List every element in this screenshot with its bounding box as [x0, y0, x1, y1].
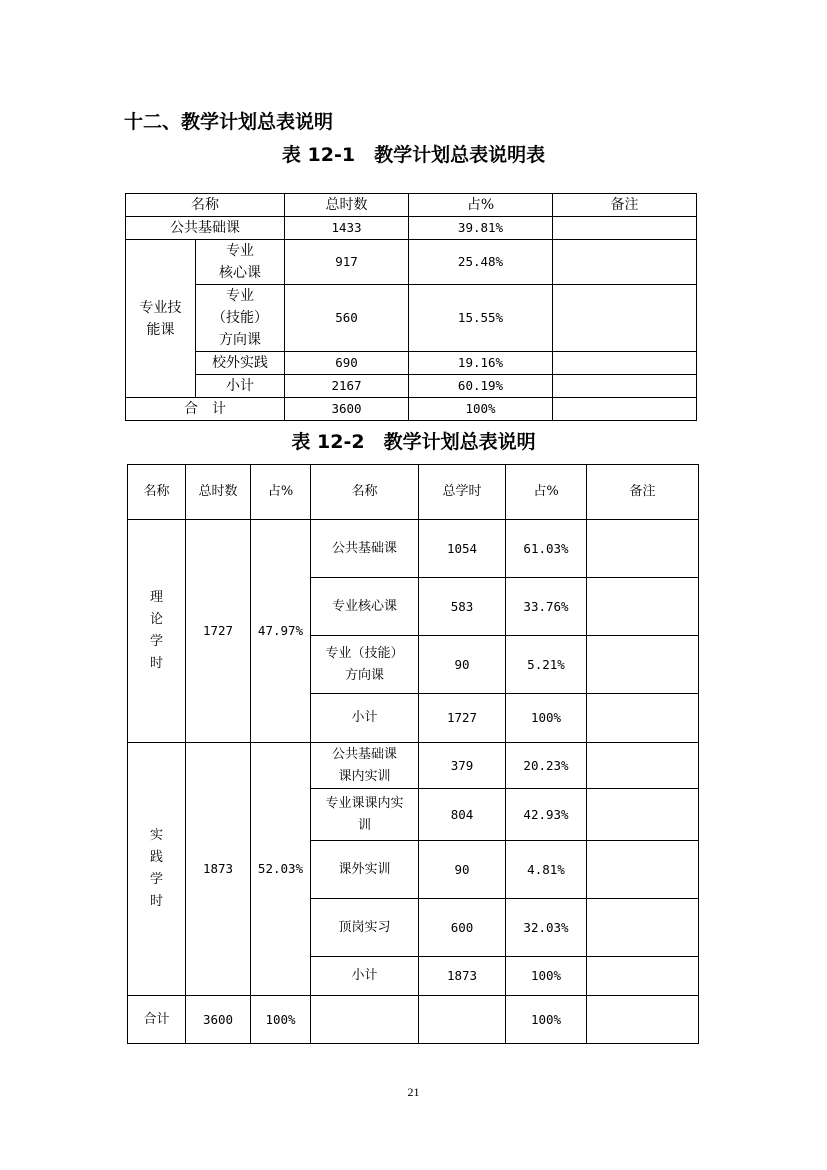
row-remark	[587, 520, 699, 578]
row-name: 专业 （技能） 方向课	[196, 285, 285, 352]
row-hours: 2167	[285, 375, 409, 398]
table-row	[126, 240, 697, 285]
header-name: 名称	[128, 465, 186, 520]
row-name: 小计	[311, 694, 419, 743]
header-remark: 备注	[553, 194, 697, 217]
table-row	[126, 285, 697, 352]
row-remark	[553, 285, 697, 352]
row-percent: 60.19%	[409, 375, 553, 398]
total-row	[126, 398, 697, 421]
row-name: 课外实训	[311, 841, 419, 899]
row-remark	[553, 240, 697, 285]
total-label: 合 计	[126, 398, 285, 421]
practice-hours: 1873	[186, 743, 251, 996]
row-hours: 583	[419, 578, 506, 636]
row-percent: 4.81%	[506, 841, 587, 899]
theory-label: 理 论 学 时	[128, 520, 186, 743]
row-remark	[587, 957, 699, 996]
theory-percent: 47.97%	[251, 520, 311, 743]
header-sub-percent: 占%	[506, 465, 587, 520]
row-hours: 1054	[419, 520, 506, 578]
table-row	[128, 520, 699, 578]
row-hours: 1727	[419, 694, 506, 743]
table-header-row	[126, 194, 697, 217]
table-row	[126, 352, 697, 375]
table-row	[126, 217, 697, 240]
practice-percent: 52.03%	[251, 743, 311, 996]
practice-label: 实 践 学 时	[128, 743, 186, 996]
header-remark: 备注	[587, 465, 699, 520]
group-label: 专业技 能课	[126, 240, 196, 398]
row-percent: 33.76%	[506, 578, 587, 636]
row-hours: 379	[419, 743, 506, 789]
row-hours: 690	[285, 352, 409, 375]
total-hours: 3600	[186, 996, 251, 1044]
header-total-credit-hours: 总学时	[419, 465, 506, 520]
total-remark	[553, 398, 697, 421]
row-hours: 600	[419, 899, 506, 957]
row-name: 公共基础课 课内实训	[311, 743, 419, 789]
row-name: 公共基础课	[311, 520, 419, 578]
row-percent: 15.55%	[409, 285, 553, 352]
row-name: 小计	[311, 957, 419, 996]
row-name: 小计	[196, 375, 285, 398]
total-sub-hours	[419, 996, 506, 1044]
table1-caption: 表 12-1 教学计划总表说明表	[281, 144, 546, 166]
header-total-hours: 总时数	[285, 194, 409, 217]
row-remark	[587, 743, 699, 789]
total-row	[128, 996, 699, 1044]
total-label: 合计	[128, 996, 186, 1044]
row-name: 校外实践	[196, 352, 285, 375]
row-hours: 917	[285, 240, 409, 285]
header-percent: 占%	[409, 194, 553, 217]
table2-caption: 表 12-2 教学计划总表说明	[291, 431, 536, 453]
row-name: 专业 核心课	[196, 240, 285, 285]
teaching-plan-summary-table	[125, 193, 697, 421]
row-hours: 804	[419, 789, 506, 841]
header-sub-name: 名称	[311, 465, 419, 520]
row-percent: 100%	[506, 694, 587, 743]
row-hours: 90	[419, 841, 506, 899]
header-total-hours: 总时数	[186, 465, 251, 520]
table-row	[128, 743, 699, 789]
row-percent: 5.21%	[506, 636, 587, 694]
table-header-row	[128, 465, 699, 520]
header-percent: 占%	[251, 465, 311, 520]
row-remark	[587, 899, 699, 957]
row-name: 专业（技能） 方向课	[311, 636, 419, 694]
total-remark	[587, 996, 699, 1044]
row-percent: 39.81%	[409, 217, 553, 240]
row-hours: 560	[285, 285, 409, 352]
total-percent: 100%	[251, 996, 311, 1044]
header-name: 名称	[126, 194, 285, 217]
row-name: 专业核心课	[311, 578, 419, 636]
row-name: 公共基础课	[126, 217, 285, 240]
row-remark	[587, 841, 699, 899]
row-percent: 25.48%	[409, 240, 553, 285]
row-percent: 20.23%	[506, 743, 587, 789]
row-remark	[587, 789, 699, 841]
total-hours: 3600	[285, 398, 409, 421]
section-heading: 十二、教学计划总表说明	[124, 111, 334, 133]
row-remark	[587, 694, 699, 743]
total-sub-name	[311, 996, 419, 1044]
row-remark	[553, 217, 697, 240]
row-hours: 1873	[419, 957, 506, 996]
row-percent: 32.03%	[506, 899, 587, 957]
row-percent: 42.93%	[506, 789, 587, 841]
row-hours: 1433	[285, 217, 409, 240]
row-remark	[553, 375, 697, 398]
row-remark	[553, 352, 697, 375]
total-percent: 100%	[409, 398, 553, 421]
row-percent: 19.16%	[409, 352, 553, 375]
page-number: 21	[407, 1085, 420, 1099]
row-name: 顶岗实习	[311, 899, 419, 957]
row-percent: 61.03%	[506, 520, 587, 578]
row-remark	[587, 578, 699, 636]
theory-hours: 1727	[186, 520, 251, 743]
total-sub-percent: 100%	[506, 996, 587, 1044]
row-hours: 90	[419, 636, 506, 694]
row-remark	[587, 636, 699, 694]
row-percent: 100%	[506, 957, 587, 996]
teaching-plan-breakdown-table	[127, 464, 699, 1044]
table-row	[126, 375, 697, 398]
row-name: 专业课课内实 训	[311, 789, 419, 841]
